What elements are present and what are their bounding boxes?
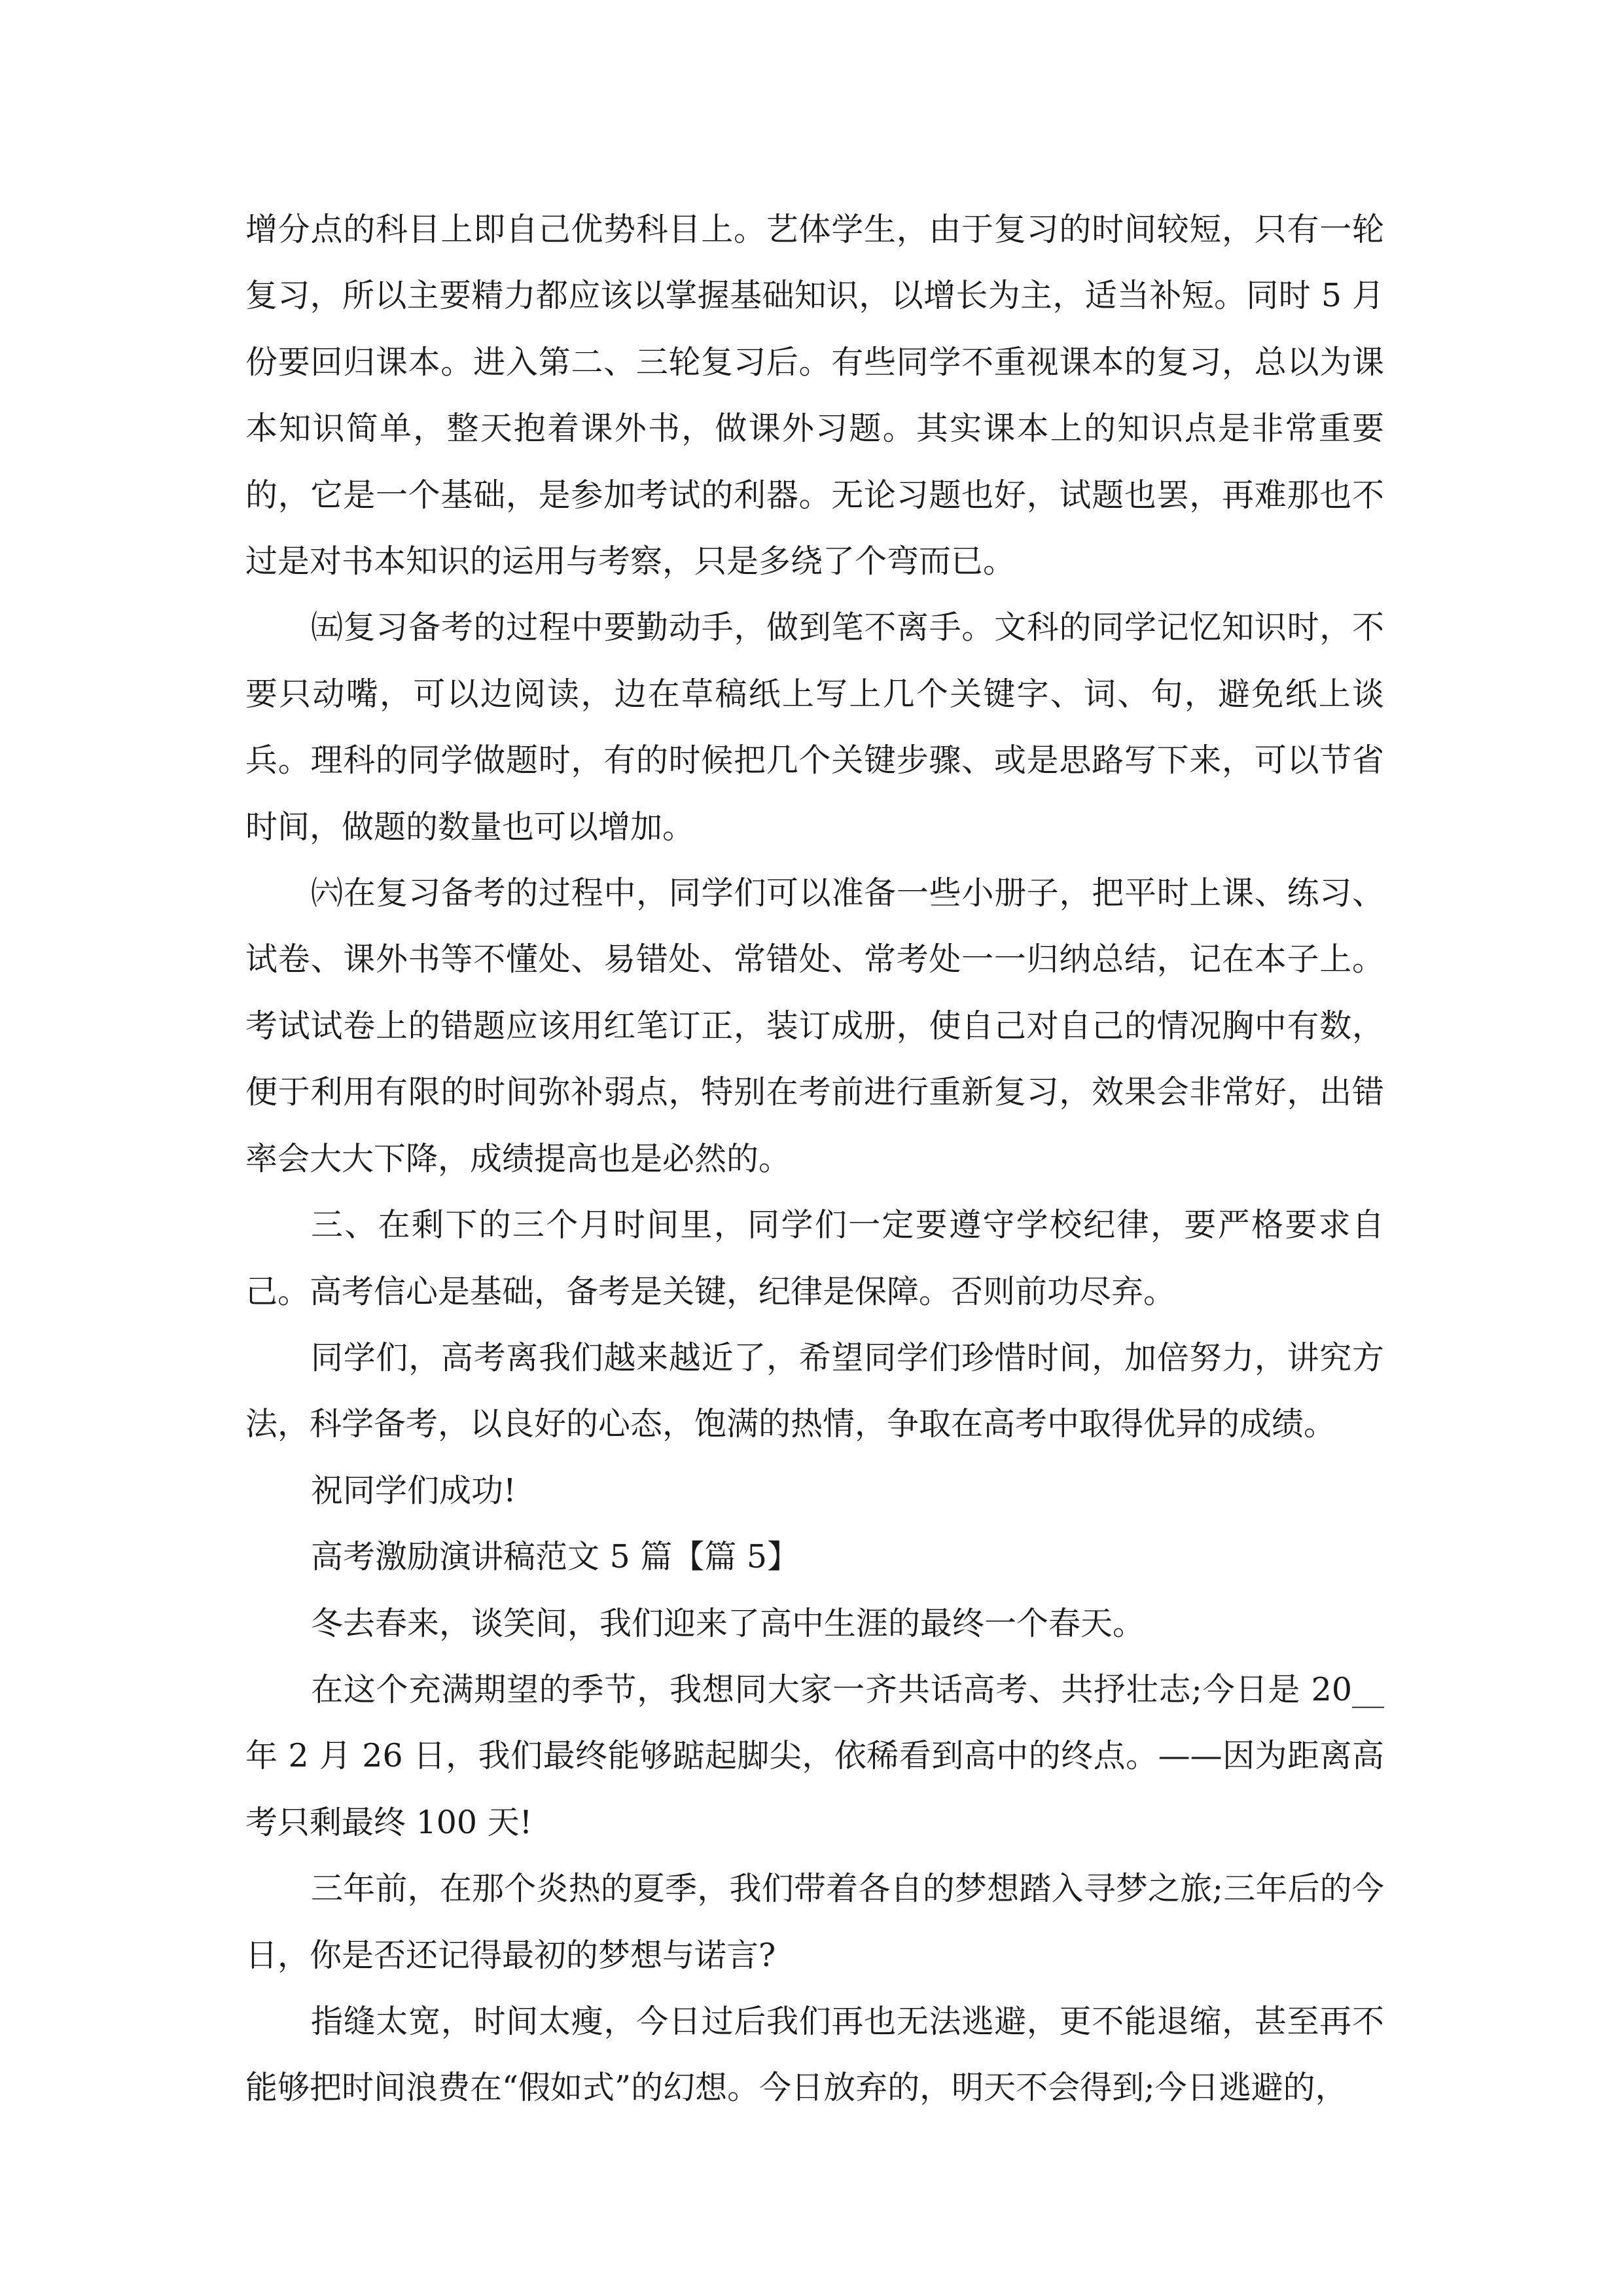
- paragraph-10: 三年前，在那个炎热的夏季，我们带着各自的梦想踏入寻梦之旅;三年后的今日，你是否还记得最初的梦想与诺言?: [245, 1870, 1384, 1974]
- paragraph-11: 指缝太宽，时间太瘦，今日过后我们再也无法逃避，更不能退缩，甚至再不能够把时间浪费在“假如式”的幻想。今日放弃的，明天不会得到;今日逃避的，: [245, 2002, 1384, 2107]
- paragraph-9: 在这个充满期望的季节，我想同大家一齐共话高考、共抒壮志;今日是 20__年 2 月 26 日，我们最终能够踮起脚尖，依稀看到高中的终点。——因为距离高考只剩最终 100 天!: [245, 1670, 1384, 1841]
- paragraph-1: 增分点的科目上即自己优势科目上。艺体学生，由于复习的时间较短，只有一轮复习，所以主要精力都应该以掌握基础知识，以增长为主，适当补短。同时 5 月份要回归课本。进入第二、三轮复习后。有些同学不重视课本的复习，总以为课本知识简单，整天抱着课外书，做课外习题。其实课本上的知识点是非常重要的，它是一个基础，是参加考试的利器。无论习题也好，试题也罢，再难那也不过是对书本知识的运用与考察，只是多绕了个弯而已。: [245, 211, 1384, 581]
- paragraph-6: 祝同学们成功!: [311, 1471, 516, 1509]
- section-heading: 高考激励演讲稿范文 5 篇【篇 5】: [311, 1538, 800, 1576]
- paragraph-8: 冬去春来，谈笑间，我们迎来了高中生涯的最终一个春天。: [311, 1604, 1145, 1642]
- paragraph-4: 三、在剩下的三个月时间里，同学们一定要遵守学校纪律，要严格要求自己。高考信心是基础，备考是关键，纪律是保障。否则前功尽弃。: [245, 1206, 1384, 1310]
- paragraph-5: 同学们，高考离我们越来越近了，希望同学们珍惜时间，加倍努力，讲究方法，科学备考，以良好的心态，饱满的热情，争取在高考中取得优异的成绩。: [245, 1338, 1384, 1443]
- document-body: [245, 196, 1384, 2121]
- paragraph-2: ㈤复习备考的过程中要勤动手，做到笔不离手。文科的同学记忆知识时，不要只动嘴，可以边阅读，边在草稿纸上写上几个关键字、词、句，避免纸上谈兵。理科的同学做题时，有的时候把几个关键步骤、或是思路写下来，可以节省时间，做题的数量也可以增加。: [245, 609, 1384, 846]
- paragraph-3: ㈥在复习备考的过程中，同学们可以准备一些小册子，把平时上课、练习、试卷、课外书等不懂处、易错处、常错处、常考处一一归纳总结，记在本子上。考试试卷上的错题应该用红笔订正，装订成册，使自己对自己的情况胸中有数，便于利用有限的时间弥补弱点，特别在考前进行重新复习，效果会非常好，出错率会大大下降，成绩提高也是必然的。: [245, 874, 1384, 1177]
